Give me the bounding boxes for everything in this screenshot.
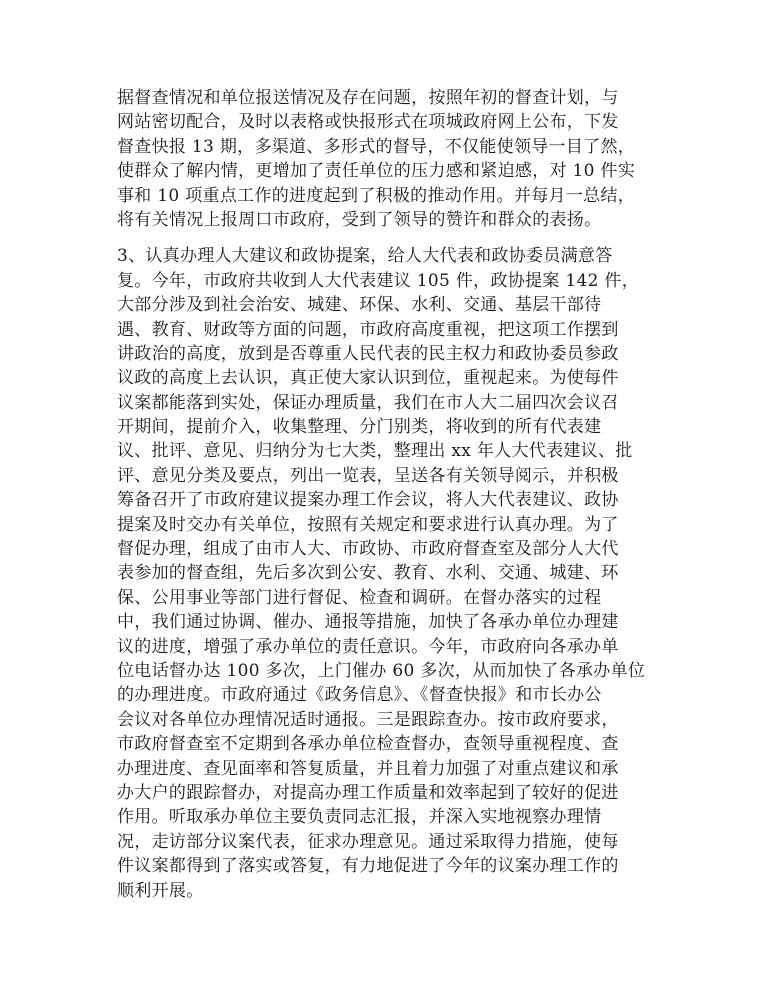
text-line: 评、意见分类及要点，列出一览表，呈送各有关领导阅示，并积极 — [117, 465, 619, 486]
text-line: 讲政治的高度，放到是否尊重人民代表的民主权力和政协委员参政 — [117, 343, 619, 364]
text-line: 议政的高度上去认识，真正使大家认识到位，重视起来。为使每件 — [117, 368, 619, 389]
text-line: 件议案都得到了落实或答复，有力地促进了今年的议案办理工作的 — [117, 856, 619, 877]
text-line: 议、批评、意见、归纳分为七大类，整理出 xx 年人大代表建议、批 — [117, 441, 633, 462]
text-line: 办大户的跟踪督办，对提高办理工作质量和效率起到了较好的促进 — [117, 782, 619, 803]
text-line: 议案都能落到实处，保证办理质量，我们在市人大二届四次会议召 — [117, 392, 619, 413]
paragraph-gap — [117, 232, 665, 244]
text-line: 3、认真办理人大建议和政协提案，给人大代表和政协委员满意答 — [117, 246, 613, 267]
text-line: 的办理进度。市政府通过《政务信息》、《督查快报》和市长办公 — [117, 685, 602, 706]
text-line: 提案及时交办有关单位，按照有关规定和要求进行认真办理。为了 — [117, 514, 619, 535]
text-line: 议的进度，增强了承办单位的责任意识。今年，市政府向各承办单 — [117, 636, 619, 657]
paragraph-proposals-handling — [117, 244, 665, 903]
text-line: 筹备召开了市政府建议提案办理工作会议，将人大代表建议、政协 — [117, 490, 619, 511]
text-line: 市政府督查室不定期到各承办单位检查督办，查领导重视程度、查 — [117, 734, 619, 755]
text-line: 事和 10 项重点工作的进度起到了积极的推动作用。并每月一总结， — [117, 185, 636, 206]
text-line: 大部分涉及到社会治安、城建、环保、水利、交通、基层干部待 — [117, 295, 602, 316]
text-line: 保、公用事业等部门进行督促、检查和调研。在督办落实的过程 — [117, 587, 602, 608]
text-line: 开期间，提前介入，收集整理、分门别类，将收到的所有代表建 — [117, 417, 602, 438]
text-line: 遇、教育、财政等方面的问题，市政府高度重视，把这项工作摆到 — [117, 319, 619, 340]
text-line: 表参加的督查组，先后多次到公安、教育、水利、交通、城建、环 — [117, 563, 619, 584]
text-line: 据督查情况和单位报送情况及存在问题，按照年初的督查计划，与 — [117, 88, 619, 108]
text-line: 使群众了解内情，更增加了责任单位的压力感和紧迫感，对 10 件实 — [117, 161, 636, 182]
text-line: 网站密切配合，及时以表格或快报形式在项城政府网上公布，下发 — [117, 112, 619, 133]
text-line: 督促办理，组成了由市人大、市政协、市政府督查室及部分人大代 — [117, 539, 619, 560]
document-page — [117, 86, 665, 903]
paragraph-supervision-summary — [117, 86, 665, 232]
text-line: 办理进度、查见面率和答复质量，并且着力加强了对重点建议和承 — [117, 758, 619, 779]
text-line: 会议对各单位办理情况适时通报。三是跟踪查办。按市政府要求， — [117, 709, 619, 730]
text-line: 中，我们通过协调、催办、通报等措施，加快了各承办单位办理建 — [117, 612, 619, 633]
text-line: 作用。听取承办单位主要负责同志汇报，并深入实地视察办理情 — [117, 807, 602, 828]
text-line: 督查快报 13 期，多渠道、多形式的督导，不仅能使领导一目了然， — [117, 136, 636, 157]
text-line: 况，走访部分议案代表，征求办理意见。通过采取得力措施，使每 — [117, 831, 619, 852]
text-line: 顺利开展。 — [117, 880, 204, 901]
text-line: 位电话督办达 100 多次，上门催办 60 多次，从而加快了各承办单位 — [117, 660, 646, 681]
text-line: 复。今年，市政府共收到人大代表建议 105 件，政协提案 142 件， — [117, 270, 640, 291]
text-line: 将有关情况上报周口市政府，受到了领导的赞许和群众的表扬。 — [117, 209, 602, 230]
